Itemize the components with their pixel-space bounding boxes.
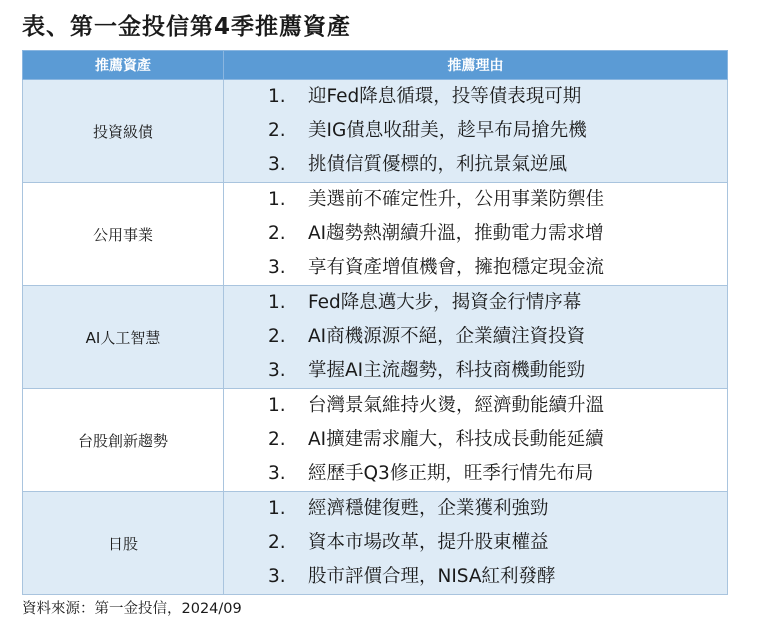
list-item — [268, 560, 727, 594]
reason-number: 2. — [268, 326, 286, 347]
reason-text: 經歷手Q3修正期，旺季行情先布局 — [308, 463, 594, 484]
reason-number: 3. — [268, 154, 286, 175]
reasons-list — [224, 183, 727, 285]
asset-name: AI人工智慧 — [23, 286, 224, 389]
list-item — [268, 183, 727, 217]
reason-text: AI擴建需求龐大，科技成長動能延續 — [308, 429, 604, 450]
reason-number: 3. — [268, 566, 286, 587]
reason-number: 1. — [268, 189, 286, 210]
list-item — [268, 457, 727, 491]
reason-number: 3. — [268, 360, 286, 381]
reasons-cell — [224, 492, 728, 595]
reason-text: AI商機源源不絕，企業續注資投資 — [308, 326, 586, 347]
list-item — [268, 114, 727, 148]
reason-number: 1. — [268, 395, 286, 416]
reason-text: 美IG債息收甜美，趁早布局搶先機 — [308, 120, 587, 141]
reason-text: 享有資產增值機會，擁抱穩定現金流 — [308, 257, 605, 278]
asset-name: 台股創新趨勢 — [23, 389, 224, 492]
reason-text: 資本市場改革，提升股東權益 — [308, 532, 549, 553]
reason-text: 股市評價合理，NISA紅利發酵 — [308, 566, 556, 587]
list-item — [268, 492, 727, 526]
source-note: 資料來源：第一金投信，2024/09 — [22, 601, 242, 617]
list-item — [268, 354, 727, 388]
reason-text: 台灣景氣維持火燙，經濟動能續升溫 — [308, 395, 605, 416]
reasons-list — [224, 286, 727, 388]
recommended-assets-table — [22, 50, 728, 595]
reason-text: 美選前不確定性升，公用事業防禦佳 — [308, 189, 605, 210]
reason-number: 2. — [268, 223, 286, 244]
table-row — [23, 492, 728, 595]
header-asset: 推薦資產 — [23, 51, 224, 80]
table-row — [23, 183, 728, 286]
asset-name: 公用事業 — [23, 183, 224, 286]
table-row — [23, 80, 728, 183]
list-item — [268, 286, 727, 320]
reason-number: 1. — [268, 498, 286, 519]
list-item — [268, 217, 727, 251]
list-item — [268, 80, 727, 114]
table-row — [23, 389, 728, 492]
page-title: 表、第一金投信第4季推薦資產 — [22, 14, 352, 40]
reason-text: 迎Fed降息循環，投等債表現可期 — [308, 86, 582, 107]
reason-text: 經濟穩健復甦，企業獲利強勁 — [308, 498, 549, 519]
reason-text: Fed降息邁大步，揭資金行情序幕 — [308, 292, 582, 313]
table-row — [23, 286, 728, 389]
reasons-list — [224, 492, 727, 594]
list-item — [268, 389, 727, 423]
reasons-cell — [224, 389, 728, 492]
reason-text: 掌握AI主流趨勢，科技商機動能勁 — [308, 360, 586, 381]
list-item — [268, 320, 727, 354]
list-item — [268, 148, 727, 182]
reason-number: 1. — [268, 292, 286, 313]
reasons-cell — [224, 286, 728, 389]
asset-name: 投資級債 — [23, 80, 224, 183]
list-item — [268, 251, 727, 285]
reasons-cell — [224, 80, 728, 183]
table-header-row — [23, 51, 728, 80]
list-item — [268, 526, 727, 560]
reasons-list — [224, 389, 727, 491]
reason-number: 3. — [268, 463, 286, 484]
asset-name: 日股 — [23, 492, 224, 595]
reason-number: 3. — [268, 257, 286, 278]
reason-number: 2. — [268, 120, 286, 141]
reasons-cell — [224, 183, 728, 286]
header-reason: 推薦理由 — [224, 51, 728, 80]
reasons-list — [224, 80, 727, 182]
reason-number: 1. — [268, 86, 286, 107]
table-body — [23, 80, 728, 595]
reason-number: 2. — [268, 429, 286, 450]
reason-text: 挑債信質優標的，利抗景氣逆風 — [308, 154, 568, 175]
reason-number: 2. — [268, 532, 286, 553]
list-item — [268, 423, 727, 457]
reason-text: AI趨勢熱潮續升溫，推動電力需求增 — [308, 223, 604, 244]
